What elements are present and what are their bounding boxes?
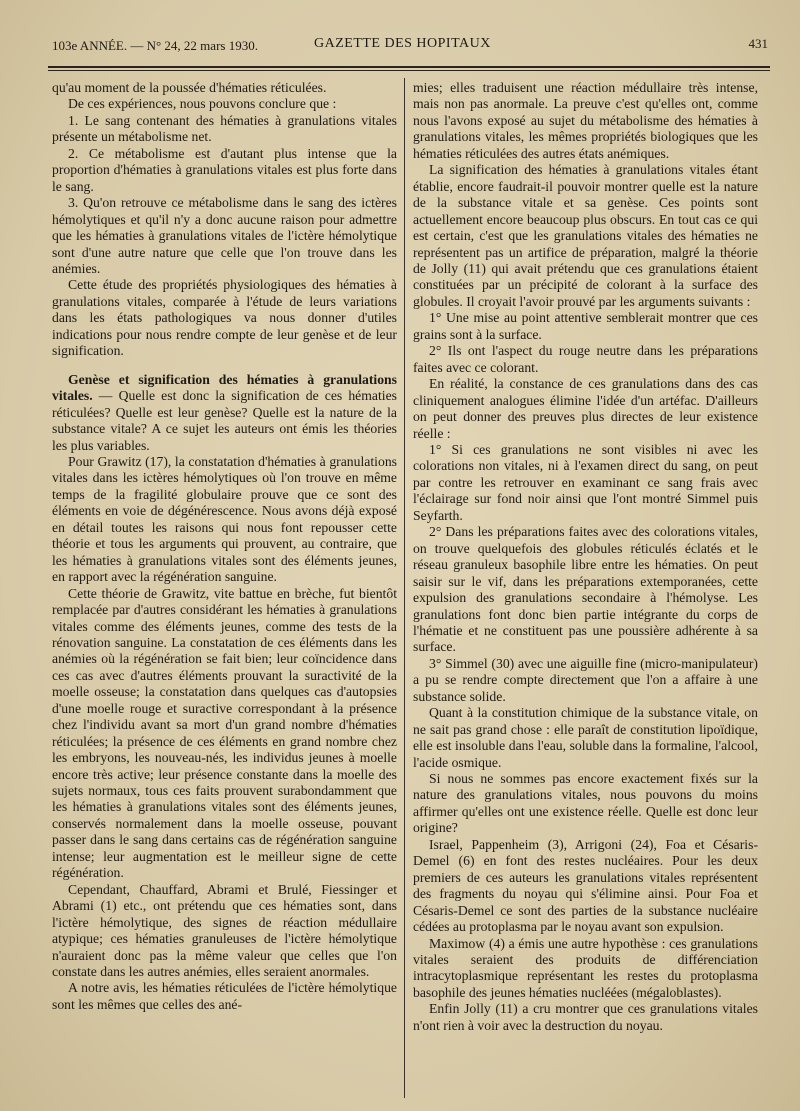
paragraph: 1. Le sang contenant des hématies à granulations vitales présente un métabolisme net.	[52, 112, 397, 145]
paragraph: Quant à la constitution chimique de la substance vitale, on ne sait pas grand chose : elle paraît de constitution lipoïdique, elle est insoluble dans l'eau, soluble dans la formaline, l'alcool, l'acide osmique.	[413, 705, 758, 770]
paragraph: 2° Dans les préparations faites avec des colorations vitales, on trouve quelquefois des globules réticulés éclatés et le réseau granuleux basophile libre entre les hématies. On peut saisir sur le vif, dans les préparations extemporanées, cette expulsion des granulations secondaire à l'hémolyse. Les granulations font donc bien partie intégrante du corps de l'hématie et ne constituent pas une poussière adhérente à sa surface.	[413, 524, 758, 655]
paragraph: Cette théorie de Grawitz, vite battue en brèche, fut bientôt remplacée par d'autres considérant les hématies à granulations vitales comme des éléments jeunes, comme des tests de la rénovation sanguine. La constatation de ces éléments dans les anémies où la régénération se fait bien; leur coïncidence dans ces cas avec d'autres éléments prouvant la suractivité de la moelle osseuse; la constatation dans quelques cas d'autopsies d'une moelle rouge et suractive correspondant à la présence chez l'individu avant sa mort d'un grand nombre d'hématies réticulées; la présence de ces éléments en grand nombre chez les embryons, les nouveau-nés, les individus jeunes à moelle encore très active; leur présence constante dans la moelle des sujets normaux, tous ces faits prouvent surabondamment que les hématies à granulations vitales sont des éléments jeunes, conservés normalement dans la moelle osseuse, pouvant passer dans le sang dans certains cas de régénération sanguine intense; leur augmentation est le meilleur signe de cette régénération.	[52, 585, 397, 881]
paragraph: A notre avis, les hématies réticulées de l'ictère hémolytique sont les mêmes que celles des ané-	[52, 980, 397, 1012]
section-gap	[52, 360, 397, 372]
header-rule	[48, 66, 770, 68]
paragraph: En réalité, la constance de ces granulations dans des cas cliniquement analogues élimine l'idée d'un artéfac. D'ailleurs on peut donner des preuves plus directes de leur existence réelle :	[413, 376, 758, 441]
paragraph: Si nous ne sommes pas encore exactement fixés sur la nature des granulations vitales, nous pouvons du moins affirmer qu'elles ont une existence réelle. Quelle est donc leur origine?	[413, 771, 758, 836]
section-paragraph	[52, 372, 397, 454]
paragraph: La signification des hématies à granulations vitales étant établie, encore faudrait-il pouvoir montrer quelle est la nature de la substance vitale et sa genèse. Ces points sont actuellement encore beaucoup plus obscurs. En tout cas ce qui est certain, c'est que les granulations vitales des hématies ne représentent pas un artifice de préparation, malgré la théorie de Jolly (11) qui avait prétendu que ces granulations étaient constituées par un précipité de colorant à la surface des globules. Il croyait l'avoir prouvé par les arguments suivants :	[413, 162, 758, 309]
section-text: — Quelle est donc la signification de ces hématies réticulées? Quelle est leur genèse? Quelle est la nature de la substance vitale? A ce sujet les auteurs ont émis les théories les plus variables.	[52, 388, 397, 453]
page-number: 431	[748, 36, 768, 51]
paragraph: Pour Grawitz (17), la constatation d'hématies à granulations vitales dans les ictères hémolytiques où l'on trouve en même temps de la fragilité globulaire prouve que ce sont des éléments en voie de dégénérescence. Nous avons déjà exposé en détail toutes les raisons qui nous font repousser cette théorie et tous les arguments qui prouvent, au contraire, que les hématies à granulations vitales sont des éléments jeunes, en rapport avec la régénération sanguine.	[52, 453, 397, 585]
right-column	[413, 80, 758, 1034]
section-title: Genèse et signification des hématies à granulations vitales.	[52, 371, 397, 404]
issue-line: 103e ANNÉE. — N° 24, 22 mars 1930.	[52, 38, 258, 53]
page-header	[52, 34, 770, 56]
header-rule-thin	[48, 70, 770, 71]
paragraph: 1° Si ces granulations ne sont visibles ni avec les colorations non vitales, ni à l'examen direct du sang, on peut par contre les retrouver en examinant ce sang frais avec l'éclairage sur fond noir ainsi que l'ont montré Simmel puis Seyfarth.	[413, 441, 758, 523]
paragraph: 3° Simmel (30) avec une aiguille fine (micro-manipulateur) a pu se rendre compte directement que l'on a affaire à une substance solide.	[413, 655, 758, 704]
paragraph: Maximow (4) a émis une autre hypothèse : ces granulations vitales seraient des produits de différenciation intracytoplasmique représentant les restes du protoplasma basophile des jeunes hématies nucléées (mégaloblastes).	[413, 935, 758, 1000]
paragraph: 2° Ils ont l'aspect du rouge neutre dans les préparations faites avec ce colorant.	[413, 343, 758, 375]
paragraph: qu'au moment de la poussée d'hématies réticulées.	[52, 80, 327, 95]
journal-title: GAZETTE DES HOPITAUX	[314, 36, 491, 51]
paragraph: 1° Une mise au point attentive semblerait montrer que ces grains sont à la surface.	[413, 310, 758, 342]
column-divider	[404, 78, 405, 1098]
paragraph: mies; elles traduisent une réaction médullaire très intense, mais non pas anormale. La preuve c'est qu'elles ont, comme nous l'avons exposé au sujet du métabolisme des hématies à granulations vitales, les mêmes propriétés biologiques que les hématies réticulées des autres états anémiques.	[413, 80, 758, 161]
left-column	[52, 80, 397, 1013]
paragraph: Israel, Pappenheim (3), Arrigoni (24), Foa et Césaris-Demel (6) en font des restes nucléaires. Pour les deux premiers de ces auteurs les granulations vitales représentent des fragments du noyau qui s'élimine ainsi. Pour Foa et Césaris-Demel ce sont des parties de la substance nucléaire cédées au protoplasma par le noyau avant son expulsion.	[413, 836, 758, 935]
paragraph: De ces expériences, nous pouvons conclure que :	[68, 96, 337, 112]
paragraph: Enfin Jolly (11) a cru montrer que ces granulations vitales n'ont rien à voir avec la destruction du noyau.	[413, 1001, 758, 1033]
paragraph: 2. Ce métabolisme est d'autant plus intense que la proportion d'hématies à granulations vitales est plus forte dans le sang.	[52, 145, 397, 194]
paragraph: Cette étude des propriétés physiologiques des hématies à granulations vitales, comparée à l'étude de leurs variations dans les états pathologiques va nous donner d'utiles indications pour nous rendre compte de leur genèse et de leur signification.	[52, 277, 397, 359]
paragraph: Cependant, Chauffard, Abrami et Brulé, Fiessinger et Abrami (1) etc., ont prétendu que ces hématies sont, dans l'ictère hémolytique, des signes de réaction médullaire atypique; ces hématies granuleuses de l'ictère hémolytique n'auraient donc pas la même valeur que celles que l'on constate dans les autres anémies, elles seraient anormales.	[52, 881, 397, 980]
paragraph: 3. Qu'on retrouve ce métabolisme dans le sang des ictères hémolytiques et qu'il n'y a donc aucune raison pour admettre que les hématies à granulations vitales de l'ictère hémolytique sont d'une autre nature que celle que l'on trouve dans les anémies.	[52, 195, 397, 276]
